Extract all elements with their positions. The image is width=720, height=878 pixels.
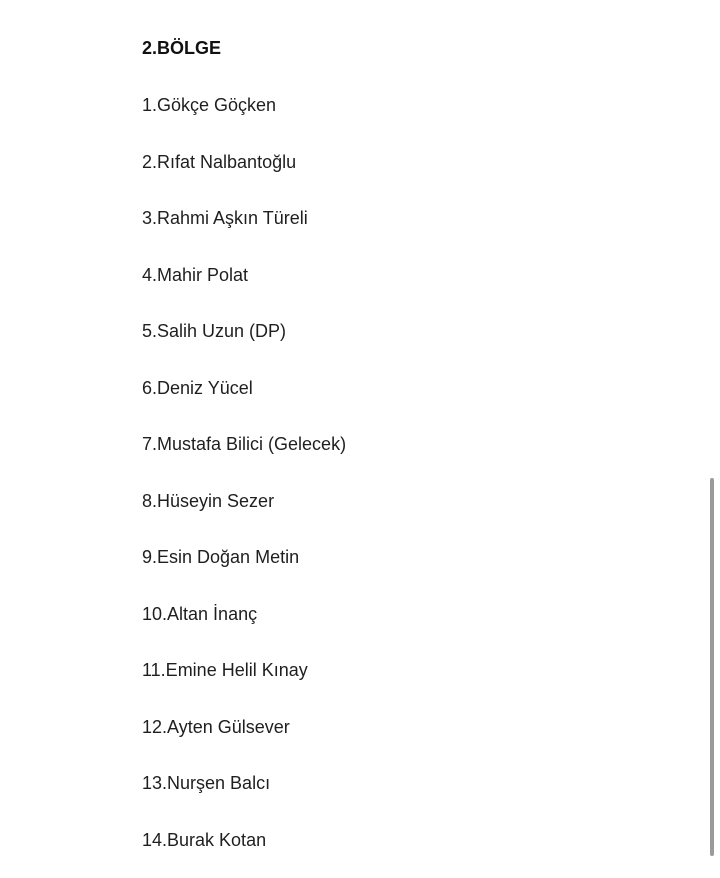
- list-item: 7.Mustafa Bilici (Gelecek): [142, 434, 347, 454]
- list-item: 6.Deniz Yücel: [142, 377, 253, 398]
- document-content: [142, 36, 682, 852]
- list-item: 8.Hüseyin Sezer: [142, 490, 275, 511]
- list-item: 14.Burak Kotan: [142, 829, 267, 850]
- list-item: 1.Gökçe Göçken: [142, 95, 277, 115]
- region-heading: 2.BÖLGE: [142, 38, 222, 58]
- list-item: 10.Altan İnanç: [142, 603, 258, 624]
- list-item: 11.Emine Helil Kınay: [142, 660, 308, 680]
- list-item: 5.Salih Uzun (DP): [142, 321, 287, 341]
- scrollbar-thumb[interactable]: [710, 478, 714, 856]
- list-item: 9.Esin Doğan Metin: [142, 547, 300, 567]
- list-item: 13.Nurşen Balcı: [142, 773, 271, 793]
- list-item: 2.Rıfat Nalbantoğlu: [142, 151, 297, 172]
- candidate-list: [142, 93, 682, 852]
- list-item: 12.Ayten Gülsever: [142, 716, 290, 737]
- list-item: 4.Mahir Polat: [142, 264, 249, 285]
- list-item: 3.Rahmi Aşkın Türeli: [142, 208, 308, 228]
